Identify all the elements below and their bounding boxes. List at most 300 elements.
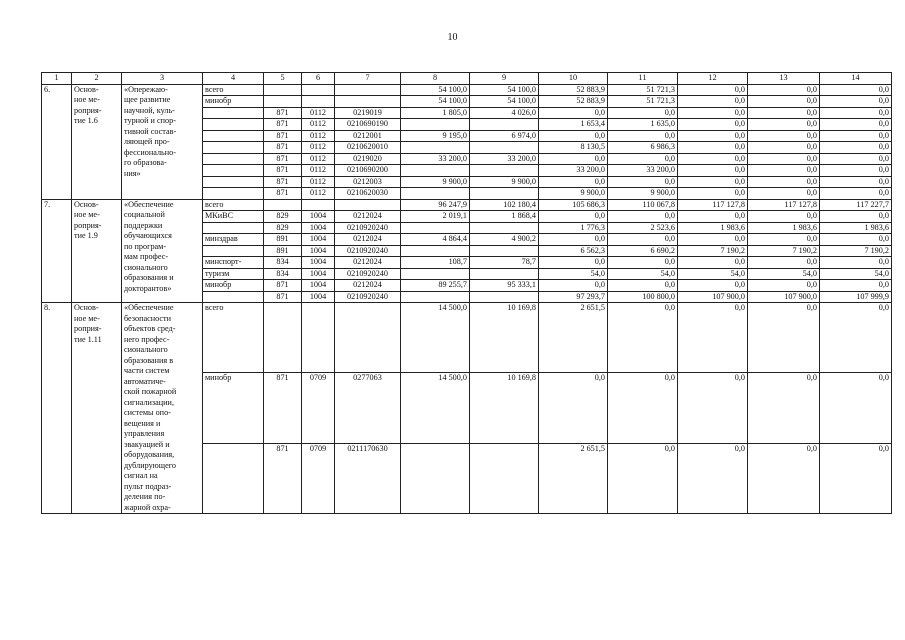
cell-line: турной и спор- (124, 116, 176, 125)
budget-table (41, 72, 892, 514)
cell-line: щее развитие (124, 95, 171, 104)
amount-cell: 97 293,7 (539, 291, 608, 303)
section-cell: 1004 (302, 280, 335, 292)
cell-line: системы опо- (124, 408, 171, 417)
amount-cell: 54,0 (539, 268, 608, 280)
executor-cell: МКиВС (203, 211, 264, 223)
amount-cell (470, 222, 539, 234)
amount-cell (401, 188, 470, 200)
cell-line: тие 1.6 (74, 116, 98, 125)
amount-cell: 1 983,6 (748, 222, 820, 234)
amount-cell: 95 333,1 (470, 280, 539, 292)
amount-cell: 0,0 (748, 165, 820, 177)
amount-cell (401, 222, 470, 234)
amount-cell: 7 190,2 (820, 245, 892, 257)
amount-cell: 0,0 (748, 280, 820, 292)
column-number: 2 (72, 73, 122, 85)
amount-cell: 0,0 (820, 443, 892, 513)
executor-cell: минобр (203, 280, 264, 292)
cell-line: оборудования, (124, 450, 175, 459)
amount-cell: 0,0 (678, 107, 748, 119)
target-article-cell: 0219020 (335, 153, 401, 165)
amount-cell: 0,0 (748, 107, 820, 119)
grbs-cell (264, 199, 302, 211)
amount-cell: 0,0 (820, 165, 892, 177)
cell-line: сионального (124, 262, 168, 272)
amount-cell: 6 986,3 (608, 142, 678, 154)
executor-cell (203, 142, 264, 154)
amount-cell: 0,0 (820, 188, 892, 200)
grbs-cell: 871 (264, 188, 302, 200)
section-cell: 0112 (302, 107, 335, 119)
section-cell: 0112 (302, 165, 335, 177)
amount-cell: 6 690,2 (608, 245, 678, 257)
cell-line: сионального (124, 345, 168, 354)
amount-cell: 0,0 (820, 176, 892, 188)
amount-cell (401, 268, 470, 280)
executor-cell (203, 119, 264, 131)
amount-cell: 0,0 (608, 153, 678, 165)
amount-cell: 107 900,0 (748, 291, 820, 303)
grbs-cell: 829 (264, 222, 302, 234)
amount-cell: 54,0 (678, 268, 748, 280)
cell-line: поддержки (124, 220, 163, 230)
amount-cell: 0,0 (608, 107, 678, 119)
cell-line: Основ- (74, 303, 99, 312)
amount-cell: 0,0 (539, 107, 608, 119)
section-cell: 0112 (302, 119, 335, 131)
column-number: 3 (122, 73, 203, 85)
amount-cell: 54 100,0 (470, 84, 539, 96)
table-row (42, 199, 892, 211)
target-article-cell: 0210920240 (335, 245, 401, 257)
amount-cell: 8 130,5 (539, 142, 608, 154)
target-article-cell: 0212001 (335, 130, 401, 142)
page-number: 10 (447, 32, 458, 43)
cell-line: пульт подраз- (124, 481, 172, 491)
column-number: 11 (608, 73, 678, 85)
cell-line: тие 1.11 (74, 334, 102, 344)
section-cell: 1004 (302, 222, 335, 234)
section-cell: 0112 (302, 130, 335, 142)
amount-cell: 4 900,2 (470, 234, 539, 246)
amount-cell: 100 800,0 (608, 291, 678, 303)
grbs-cell: 871 (264, 119, 302, 131)
measure-number: 6. (42, 84, 72, 199)
cell-line: роприя- (74, 105, 102, 115)
executor-cell (203, 222, 264, 234)
amount-cell: 7 190,2 (678, 245, 748, 257)
grbs-cell: 891 (264, 245, 302, 257)
target-article-cell: 0210920240 (335, 268, 401, 280)
grbs-cell: 871 (264, 142, 302, 154)
amount-cell (470, 245, 539, 257)
amount-cell: 0,0 (608, 373, 678, 443)
amount-cell: 0,0 (608, 211, 678, 223)
amount-cell: 33 200,0 (608, 165, 678, 177)
grbs-cell: 871 (264, 373, 302, 443)
column-number: 10 (539, 73, 608, 85)
amount-cell: 0,0 (608, 303, 678, 373)
amount-cell: 0,0 (678, 153, 748, 165)
amount-cell: 0,0 (820, 280, 892, 292)
grbs-cell: 871 (264, 107, 302, 119)
amount-cell: 0,0 (678, 119, 748, 131)
section-cell: 0112 (302, 176, 335, 188)
cell-line: деления по- (124, 492, 166, 501)
target-article-cell: 0210920240 (335, 222, 401, 234)
target-article-cell (335, 84, 401, 96)
grbs-cell: 829 (264, 211, 302, 223)
section-cell: 1004 (302, 268, 335, 280)
cell-line: сигнализации, (124, 397, 174, 407)
amount-cell: 0,0 (608, 257, 678, 269)
amount-cell: 54 100,0 (401, 96, 470, 108)
amount-cell: 0,0 (820, 211, 892, 223)
cell-line: ное ме- (74, 313, 100, 323)
executor-cell: всего (203, 199, 264, 211)
target-article-cell: 0219019 (335, 107, 401, 119)
target-article-cell: 0212024 (335, 211, 401, 223)
amount-cell (401, 443, 470, 513)
amount-cell: 0,0 (820, 107, 892, 119)
amount-cell: 0,0 (539, 211, 608, 223)
column-number: 5 (264, 73, 302, 85)
column-number: 9 (470, 73, 539, 85)
executor-cell: минобр (203, 373, 264, 443)
cell-line: эвакуацией и (124, 439, 170, 449)
amount-cell: 4 026,0 (470, 107, 539, 119)
amount-cell: 0,0 (748, 211, 820, 223)
section-cell: 0709 (302, 443, 335, 513)
amount-cell: 0,0 (820, 84, 892, 96)
measure-name (122, 303, 203, 514)
grbs-cell (264, 303, 302, 373)
amount-cell: 0,0 (678, 84, 748, 96)
column-number: 6 (302, 73, 335, 85)
executor-cell: туризм (203, 268, 264, 280)
column-number: 8 (401, 73, 470, 85)
amount-cell: 117 227,7 (820, 199, 892, 211)
amount-cell: 0,0 (678, 188, 748, 200)
cell-line: «Опережаю- (124, 84, 168, 94)
amount-cell: 52 883,9 (539, 96, 608, 108)
amount-cell: 6 562,3 (539, 245, 608, 257)
table-row (42, 84, 892, 96)
amount-cell: 0,0 (820, 234, 892, 246)
column-number: 13 (748, 73, 820, 85)
executor-cell (203, 165, 264, 177)
cell-line: ской пожарной (124, 387, 177, 396)
amount-cell: 6 974,0 (470, 130, 539, 142)
amount-cell: 78,7 (470, 257, 539, 269)
cell-line: научной, куль- (124, 105, 175, 115)
cell-line: образования в (124, 355, 174, 365)
amount-cell: 33 200,0 (470, 153, 539, 165)
amount-cell: 1 983,6 (820, 222, 892, 234)
amount-cell (401, 245, 470, 257)
amount-cell: 33 200,0 (401, 153, 470, 165)
measure-name (122, 84, 203, 199)
measure-number: 8. (42, 303, 72, 514)
section-cell: 1004 (302, 245, 335, 257)
amount-cell: 0,0 (748, 119, 820, 131)
amount-cell (470, 119, 539, 131)
grbs-cell (264, 84, 302, 96)
grbs-cell: 871 (264, 291, 302, 303)
amount-cell (470, 268, 539, 280)
grbs-cell: 871 (264, 165, 302, 177)
amount-cell: 0,0 (748, 303, 820, 373)
amount-cell: 107 999,9 (820, 291, 892, 303)
amount-cell: 117 127,8 (678, 199, 748, 211)
amount-cell: 0,0 (608, 280, 678, 292)
target-article-cell (335, 96, 401, 108)
amount-cell: 105 686,3 (539, 199, 608, 211)
executor-cell (203, 176, 264, 188)
cell-line: ное ме- (74, 95, 100, 104)
amount-cell: 0,0 (748, 257, 820, 269)
amount-cell: 96 247,9 (401, 199, 470, 211)
amount-cell: 0,0 (748, 130, 820, 142)
amount-cell: 110 067,8 (608, 199, 678, 211)
grbs-cell: 891 (264, 234, 302, 246)
target-article-cell: 0210920240 (335, 291, 401, 303)
cell-line: Основ- (74, 199, 99, 209)
target-article-cell (335, 199, 401, 211)
section-cell (302, 199, 335, 211)
amount-cell: 0,0 (539, 130, 608, 142)
cell-line: го образова- (124, 158, 167, 167)
cell-line: ния» (124, 168, 141, 178)
amount-cell: 0,0 (820, 142, 892, 154)
grbs-cell: 871 (264, 130, 302, 142)
amount-cell (470, 165, 539, 177)
amount-cell: 0,0 (678, 142, 748, 154)
amount-cell: 2 651,5 (539, 443, 608, 513)
amount-cell: 0,0 (678, 234, 748, 246)
target-article-cell: 0210620030 (335, 188, 401, 200)
amount-cell: 0,0 (539, 234, 608, 246)
measure-number: 7. (42, 199, 72, 303)
cell-line: ное ме- (74, 210, 100, 219)
amount-cell (401, 165, 470, 177)
cell-line: вещения и (124, 418, 161, 428)
column-number: 4 (203, 73, 264, 85)
executor-cell (203, 291, 264, 303)
target-article-cell (335, 303, 401, 373)
section-cell: 1004 (302, 234, 335, 246)
amount-cell: 10 169,8 (470, 303, 539, 373)
column-number: 14 (820, 73, 892, 85)
grbs-cell: 834 (264, 257, 302, 269)
amount-cell: 117 127,8 (748, 199, 820, 211)
amount-cell: 1 983,6 (678, 222, 748, 234)
cell-line: сигнал на (124, 471, 158, 480)
cell-line: части систем (124, 366, 170, 375)
amount-cell: 0,0 (820, 119, 892, 131)
grbs-cell: 871 (264, 153, 302, 165)
amount-cell (470, 188, 539, 200)
cell-line: тие 1.9 (74, 231, 98, 240)
executor-cell (203, 188, 264, 200)
cell-line: безопасности (124, 313, 171, 323)
executor-cell (203, 443, 264, 513)
measure-kind (72, 199, 122, 303)
section-cell (302, 96, 335, 108)
amount-cell: 0,0 (748, 96, 820, 108)
cell-line: управления (124, 429, 165, 438)
amount-cell (470, 142, 539, 154)
amount-cell: 2 523,6 (608, 222, 678, 234)
cell-line: образования и (124, 273, 174, 282)
cell-line: него профес- (124, 334, 170, 344)
amount-cell: 9 900,0 (401, 176, 470, 188)
amount-cell: 0,0 (678, 303, 748, 373)
target-article-cell: 0212024 (335, 257, 401, 269)
amount-cell: 4 864,4 (401, 234, 470, 246)
cell-line: «Обеспечение (124, 303, 174, 312)
measure-kind (72, 84, 122, 199)
amount-cell: 9 900,0 (608, 188, 678, 200)
amount-cell: 0,0 (748, 443, 820, 513)
amount-cell: 0,0 (820, 257, 892, 269)
executor-cell: минздрав (203, 234, 264, 246)
cell-line: автоматиче- (124, 376, 166, 386)
amount-cell: 51 721,3 (608, 84, 678, 96)
amount-cell: 1 868,4 (470, 211, 539, 223)
amount-cell: 1 635,0 (608, 119, 678, 131)
amount-cell: 51 721,3 (608, 96, 678, 108)
amount-cell: 0,0 (539, 176, 608, 188)
section-cell: 0709 (302, 373, 335, 443)
cell-line: фессионально- (124, 147, 176, 157)
target-article-cell: 0212024 (335, 280, 401, 292)
amount-cell: 0,0 (608, 443, 678, 513)
column-number: 7 (335, 73, 401, 85)
cell-line: объектов сред- (124, 324, 176, 333)
amount-cell (401, 291, 470, 303)
cell-line: жарной охра- (124, 502, 171, 512)
section-cell (302, 303, 335, 373)
amount-cell: 0,0 (678, 280, 748, 292)
amount-cell: 0,0 (608, 176, 678, 188)
cell-line: роприя- (74, 324, 102, 333)
amount-cell: 7 190,2 (748, 245, 820, 257)
cell-line: докторантов» (124, 283, 172, 293)
amount-cell: 1 776,3 (539, 222, 608, 234)
amount-cell: 0,0 (748, 373, 820, 443)
grbs-cell: 871 (264, 443, 302, 513)
amount-cell: 0,0 (748, 176, 820, 188)
cell-line: социальной (124, 210, 165, 219)
amount-cell: 0,0 (608, 130, 678, 142)
amount-cell: 14 500,0 (401, 303, 470, 373)
amount-cell: 0,0 (748, 188, 820, 200)
amount-cell: 0,0 (678, 257, 748, 269)
amount-cell: 14 500,0 (401, 373, 470, 443)
amount-cell: 108,7 (401, 257, 470, 269)
amount-cell: 2 651,5 (539, 303, 608, 373)
amount-cell: 1 805,0 (401, 107, 470, 119)
amount-cell: 0,0 (748, 153, 820, 165)
amount-cell: 2 019,1 (401, 211, 470, 223)
executor-cell (203, 107, 264, 119)
section-cell (302, 84, 335, 96)
cell-line: Основ- (74, 84, 99, 94)
measure-kind (72, 303, 122, 514)
grbs-cell: 871 (264, 280, 302, 292)
executor-cell (203, 130, 264, 142)
amount-cell: 102 180,4 (470, 199, 539, 211)
target-article-cell: 0210690200 (335, 165, 401, 177)
cell-line: дублирующего (124, 460, 176, 470)
cell-line: обучающихся (124, 231, 172, 240)
cell-line: «Обеспечение (124, 199, 174, 209)
grbs-cell: 871 (264, 176, 302, 188)
section-cell: 1004 (302, 211, 335, 223)
target-article-cell: 0210690190 (335, 119, 401, 131)
amount-cell: 0,0 (539, 373, 608, 443)
amount-cell: 9 900,0 (470, 176, 539, 188)
amount-cell: 33 200,0 (539, 165, 608, 177)
amount-cell: 0,0 (748, 84, 820, 96)
amount-cell: 52 883,9 (539, 84, 608, 96)
column-number: 1 (42, 73, 72, 85)
executor-cell: минобр (203, 96, 264, 108)
amount-cell: 10 169,8 (470, 373, 539, 443)
section-cell: 1004 (302, 291, 335, 303)
amount-cell: 89 255,7 (401, 280, 470, 292)
amount-cell: 0,0 (678, 130, 748, 142)
amount-cell: 0,0 (678, 443, 748, 513)
section-cell: 0112 (302, 188, 335, 200)
section-cell: 0112 (302, 153, 335, 165)
amount-cell: 0,0 (678, 176, 748, 188)
cell-line: роприя- (74, 220, 102, 230)
executor-cell (203, 245, 264, 257)
amount-cell: 0,0 (820, 303, 892, 373)
amount-cell (401, 142, 470, 154)
header-row (42, 73, 892, 85)
amount-cell: 0,0 (820, 373, 892, 443)
amount-cell: 0,0 (748, 142, 820, 154)
amount-cell: 0,0 (820, 96, 892, 108)
amount-cell: 9 900,0 (539, 188, 608, 200)
amount-cell: 0,0 (678, 211, 748, 223)
amount-cell: 9 195,0 (401, 130, 470, 142)
section-cell: 1004 (302, 257, 335, 269)
amount-cell (470, 291, 539, 303)
amount-cell: 0,0 (678, 165, 748, 177)
executor-cell: всего (203, 303, 264, 373)
amount-cell: 54 100,0 (401, 84, 470, 96)
cell-line: ляющей про- (124, 137, 170, 146)
amount-cell: 54,0 (608, 268, 678, 280)
amount-cell: 0,0 (539, 153, 608, 165)
target-article-cell: 0211170630 (335, 443, 401, 513)
cell-line: мам профес- (124, 252, 169, 261)
amount-cell: 0,0 (539, 257, 608, 269)
grbs-cell (264, 96, 302, 108)
amount-cell: 0,0 (820, 153, 892, 165)
amount-cell: 107 900,0 (678, 291, 748, 303)
cell-line: тивной состав- (124, 126, 177, 136)
amount-cell (470, 443, 539, 513)
grbs-cell: 834 (264, 268, 302, 280)
amount-cell: 1 653,4 (539, 119, 608, 131)
amount-cell: 54,0 (820, 268, 892, 280)
